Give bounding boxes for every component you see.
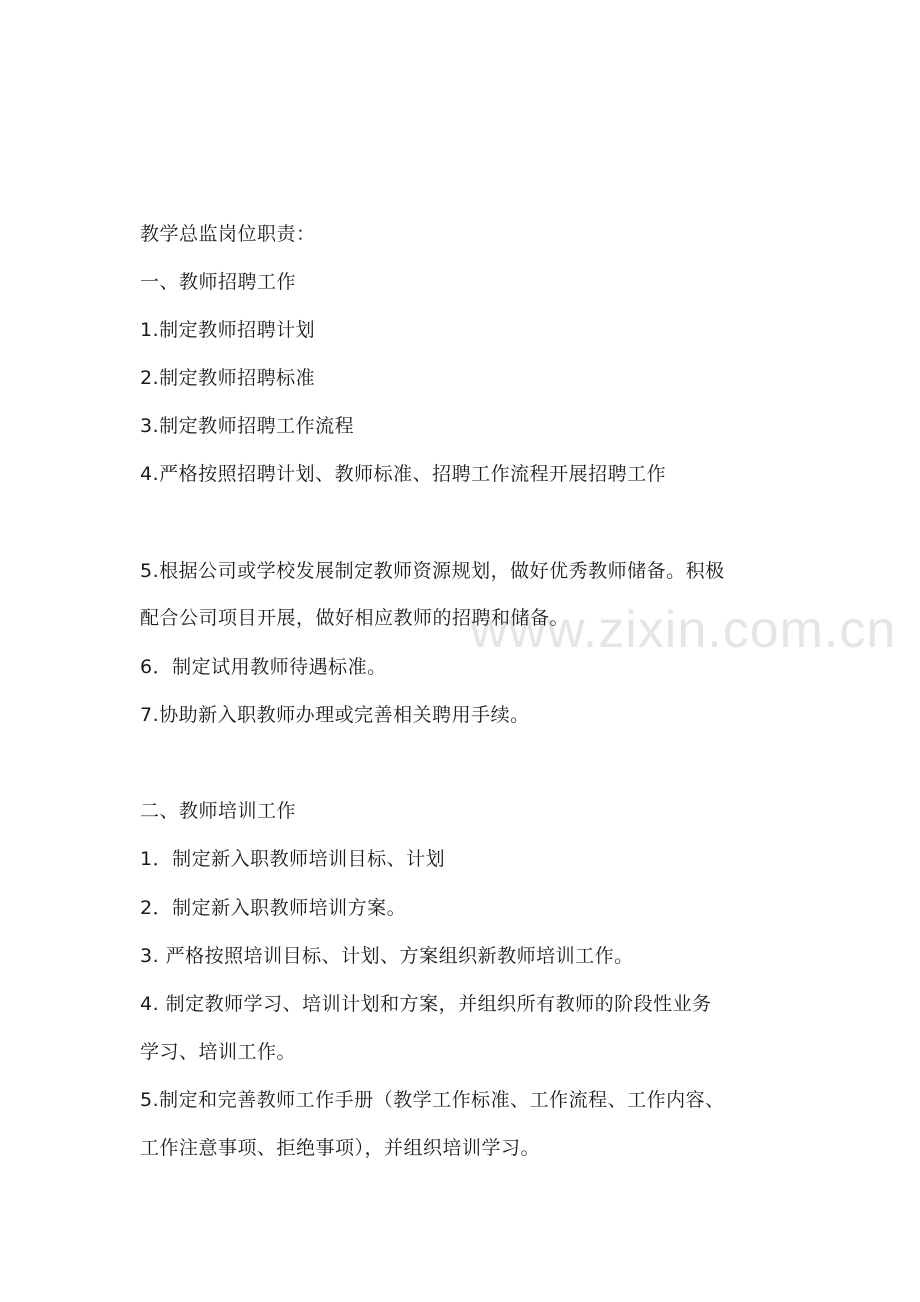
section1-item: 1.制定教师招聘计划 <box>140 319 316 341</box>
section1-item: 3.制定教师招聘工作流程 <box>140 415 355 437</box>
section2-item: 5.制定和完善教师工作手册（教学工作标准、工作流程、工作内容、 <box>140 1089 725 1111</box>
section2-item-continuation: 工作注意事项、拒绝事项），并组织培训学习。 <box>140 1137 541 1159</box>
section2-item: 4. 制定教师学习、培训计划和方案，并组织所有教师的阶段性业务 <box>140 993 712 1015</box>
section2-item: 2．制定新入职教师培训方案。 <box>140 897 407 919</box>
section1-item-continuation: 配合公司项目开展，做好相应教师的招聘和储备。 <box>140 607 570 629</box>
document-title: 教学总监岗位职责： <box>140 223 316 245</box>
watermark-text: www.zixin.com.cn <box>470 601 897 659</box>
section2-item: 3. 严格按照培训目标、计划、方案组织新教师培训工作。 <box>140 945 634 967</box>
section2-item-continuation: 学习、培训工作。 <box>140 1041 297 1063</box>
section1-item: 6．制定试用教师待遇标准。 <box>140 656 387 678</box>
section2-heading: 二、教师培训工作 <box>140 800 297 822</box>
section1-item: 5.根据公司或学校发展制定教师资源规划，做好优秀教师储备。积极 <box>140 560 725 582</box>
section1-item: 7.协助新入职教师办理或完善相关聘用手续。 <box>140 704 530 726</box>
section1-item: 2.制定教师招聘标准 <box>140 367 316 389</box>
section1-item: 4.严格按照招聘计划、教师标准、招聘工作流程开展招聘工作 <box>140 463 667 485</box>
section1-heading: 一、教师招聘工作 <box>140 271 297 293</box>
section2-item: 1．制定新入职教师培训目标、计划 <box>140 848 446 870</box>
